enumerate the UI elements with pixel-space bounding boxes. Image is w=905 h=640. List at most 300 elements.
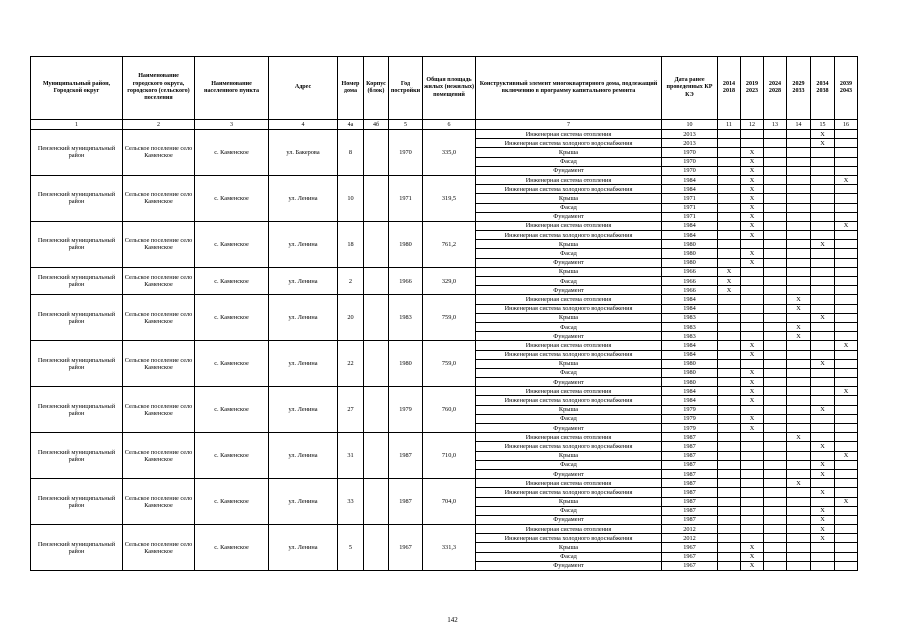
previous-repair-date-cell: 1987 (662, 451, 718, 460)
registry-sheet (30, 56, 858, 571)
period-cell (835, 433, 858, 442)
period-cell (764, 433, 787, 442)
period-cell (835, 442, 858, 451)
header-block: Корпус (блок) (364, 57, 389, 120)
period-cell (718, 350, 741, 359)
house-number-cell: 18 (338, 221, 364, 267)
period-cell (764, 267, 787, 276)
period-cell (811, 295, 835, 304)
period-cell (835, 231, 858, 240)
period-cell (787, 130, 811, 139)
period-cell (741, 359, 764, 368)
previous-repair-date-cell: 1970 (662, 148, 718, 157)
period-cell (741, 460, 764, 469)
period-cell (787, 341, 811, 350)
period-cell (764, 387, 787, 396)
element-cell: Инженерная система холодного водоснабжения (476, 396, 662, 405)
area-cell: 759,0 (423, 295, 476, 341)
header-year-built: Год постройки (389, 57, 423, 120)
repair-mark: X (741, 166, 764, 175)
period-cell (764, 534, 787, 543)
period-cell (835, 212, 858, 221)
period-cell (811, 194, 835, 203)
period-cell (811, 249, 835, 258)
column-number: 15 (811, 120, 835, 130)
repair-mark: X (787, 479, 811, 488)
locality-cell: с. Каменское (195, 525, 269, 571)
period-cell (835, 332, 858, 341)
repair-mark: X (718, 277, 741, 286)
period-cell (741, 488, 764, 497)
column-number-row (31, 120, 858, 130)
period-cell (741, 322, 764, 331)
repair-mark: X (811, 442, 835, 451)
period-cell (835, 378, 858, 387)
settlement-cell: Сельское поселение село Каменское (123, 221, 195, 267)
element-cell: Инженерная система отопления (476, 387, 662, 396)
header-period-2014: 2014 2018 (718, 57, 741, 120)
locality-cell: с. Каменское (195, 295, 269, 341)
repair-mark: X (718, 267, 741, 276)
element-cell: Фундамент (476, 332, 662, 341)
locality-cell: с. Каменское (195, 341, 269, 387)
period-cell (811, 166, 835, 175)
period-cell (764, 240, 787, 249)
period-cell (811, 350, 835, 359)
previous-repair-date-cell: 1984 (662, 341, 718, 350)
period-cell (741, 497, 764, 506)
period-cell (764, 148, 787, 157)
year-built-cell: 1967 (389, 525, 423, 571)
period-cell (764, 185, 787, 194)
district-cell: Пензенский муниципальный район (31, 175, 123, 221)
element-cell: Инженерная система холодного водоснабжения (476, 139, 662, 148)
element-cell: Фасад (476, 552, 662, 561)
previous-repair-date-cell: 1984 (662, 295, 718, 304)
period-cell (787, 396, 811, 405)
settlement-cell: Сельское поселение село Каменское (123, 433, 195, 479)
element-cell: Инженерная система холодного водоснабжения (476, 442, 662, 451)
settlement-cell: Сельское поселение село Каменское (123, 341, 195, 387)
period-cell (787, 414, 811, 423)
period-cell (718, 221, 741, 230)
block-cell (364, 341, 389, 387)
period-cell (835, 277, 858, 286)
period-cell (764, 543, 787, 552)
period-cell (835, 203, 858, 212)
period-cell (764, 304, 787, 313)
column-number: 16 (835, 120, 858, 130)
period-cell (741, 332, 764, 341)
district-cell: Пензенский муниципальный район (31, 479, 123, 525)
period-cell (764, 442, 787, 451)
previous-repair-date-cell: 2013 (662, 139, 718, 148)
element-cell: Инженерная система холодного водоснабжения (476, 304, 662, 313)
period-cell (764, 497, 787, 506)
period-cell (787, 203, 811, 212)
period-cell (787, 313, 811, 322)
settlement-cell: Сельское поселение село Каменское (123, 267, 195, 295)
period-cell (718, 322, 741, 331)
repair-mark: X (741, 221, 764, 230)
table-row (31, 433, 858, 442)
column-number: 4а (338, 120, 364, 130)
house-number-cell: 22 (338, 341, 364, 387)
repair-mark: X (811, 515, 835, 524)
column-number: 1 (31, 120, 123, 130)
period-cell (718, 396, 741, 405)
period-cell (835, 157, 858, 166)
period-cell (741, 277, 764, 286)
period-cell (718, 387, 741, 396)
previous-repair-date-cell: 1984 (662, 304, 718, 313)
period-cell (718, 249, 741, 258)
period-cell (811, 341, 835, 350)
area-cell: 319,5 (423, 175, 476, 221)
period-cell (718, 203, 741, 212)
column-number: 6 (423, 120, 476, 130)
header-house-number: Номер дома (338, 57, 364, 120)
repair-mark: X (811, 469, 835, 478)
repair-mark: X (811, 240, 835, 249)
previous-repair-date-cell: 1966 (662, 286, 718, 295)
period-cell (787, 506, 811, 515)
period-cell (835, 286, 858, 295)
repair-mark: X (787, 332, 811, 341)
period-cell (787, 277, 811, 286)
year-built-cell: 1983 (389, 295, 423, 341)
period-cell (835, 139, 858, 148)
previous-repair-date-cell: 2013 (662, 130, 718, 139)
previous-repair-date-cell: 1979 (662, 414, 718, 423)
period-cell (835, 534, 858, 543)
period-cell (835, 414, 858, 423)
period-cell (764, 194, 787, 203)
period-cell (787, 258, 811, 267)
period-cell (787, 139, 811, 148)
header-period-2019: 2019 2023 (741, 57, 764, 120)
repair-mark: X (741, 175, 764, 184)
period-cell (811, 221, 835, 230)
column-number: 7 (476, 120, 662, 130)
header-period-2039: 2039 2043 (835, 57, 858, 120)
table-row (31, 221, 858, 230)
period-cell (811, 148, 835, 157)
element-cell: Инженерная система холодного водоснабжения (476, 231, 662, 240)
period-cell (764, 414, 787, 423)
column-number: 4 (269, 120, 338, 130)
table-row (31, 341, 858, 350)
element-cell: Фундамент (476, 286, 662, 295)
year-built-cell: 1971 (389, 175, 423, 221)
period-cell (787, 378, 811, 387)
period-cell (811, 203, 835, 212)
repair-mark: X (811, 506, 835, 515)
element-cell: Инженерная система холодного водоснабжения (476, 488, 662, 497)
element-cell: Крыша (476, 543, 662, 552)
year-built-cell: 1970 (389, 130, 423, 176)
period-cell (764, 396, 787, 405)
previous-repair-date-cell: 1979 (662, 424, 718, 433)
previous-repair-date-cell: 1966 (662, 277, 718, 286)
column-number: 13 (764, 120, 787, 130)
period-cell (764, 350, 787, 359)
locality-cell: с. Каменское (195, 267, 269, 295)
period-cell (718, 194, 741, 203)
address-cell: ул. Бакерова (269, 130, 338, 176)
house-number-cell: 2 (338, 267, 364, 295)
period-cell (787, 240, 811, 249)
period-cell (718, 185, 741, 194)
period-cell (787, 488, 811, 497)
period-cell (718, 212, 741, 221)
period-cell (764, 469, 787, 478)
period-cell (787, 561, 811, 570)
period-cell (835, 359, 858, 368)
element-cell: Фундамент (476, 166, 662, 175)
district-cell: Пензенский муниципальный район (31, 433, 123, 479)
house-number-cell: 10 (338, 175, 364, 221)
element-cell: Инженерная система отопления (476, 175, 662, 184)
element-cell: Фундамент (476, 561, 662, 570)
period-cell (787, 368, 811, 377)
period-cell (787, 515, 811, 524)
period-cell (835, 479, 858, 488)
period-cell (741, 506, 764, 515)
element-cell: Фасад (476, 368, 662, 377)
column-number: 2 (123, 120, 195, 130)
column-number: 12 (741, 120, 764, 130)
previous-repair-date-cell: 1987 (662, 497, 718, 506)
period-cell (787, 350, 811, 359)
header-district: Муниципальный район, Городской округ (31, 57, 123, 120)
period-cell (741, 304, 764, 313)
repair-mark: X (741, 157, 764, 166)
period-cell (811, 157, 835, 166)
period-cell (741, 267, 764, 276)
period-cell (764, 258, 787, 267)
period-cell (835, 350, 858, 359)
repair-mark: X (787, 433, 811, 442)
header-address: Адрес (269, 57, 338, 120)
period-cell (764, 249, 787, 258)
address-cell: ул. Ленина (269, 267, 338, 295)
previous-repair-date-cell: 1971 (662, 194, 718, 203)
period-cell (835, 249, 858, 258)
settlement-cell: Сельское поселение село Каменское (123, 130, 195, 176)
element-cell: Инженерная система холодного водоснабжения (476, 185, 662, 194)
previous-repair-date-cell: 1979 (662, 405, 718, 414)
period-cell (835, 561, 858, 570)
period-cell (811, 543, 835, 552)
period-cell (741, 515, 764, 524)
period-cell (787, 231, 811, 240)
repair-mark: X (741, 368, 764, 377)
period-cell (811, 378, 835, 387)
element-cell: Инженерная система отопления (476, 130, 662, 139)
previous-repair-date-cell: 1980 (662, 368, 718, 377)
table-body (31, 130, 858, 571)
settlement-cell: Сельское поселение село Каменское (123, 479, 195, 525)
period-cell (835, 166, 858, 175)
period-cell (764, 424, 787, 433)
district-cell: Пензенский муниципальный район (31, 387, 123, 433)
repair-mark: X (741, 194, 764, 203)
period-cell (811, 396, 835, 405)
district-cell: Пензенский муниципальный район (31, 267, 123, 295)
previous-repair-date-cell: 1987 (662, 460, 718, 469)
repair-mark: X (811, 525, 835, 534)
element-cell: Фасад (476, 157, 662, 166)
repair-mark: X (741, 424, 764, 433)
element-cell: Крыша (476, 451, 662, 460)
repair-mark: X (811, 130, 835, 139)
locality-cell: с. Каменское (195, 221, 269, 267)
period-cell (811, 185, 835, 194)
period-cell (787, 534, 811, 543)
previous-repair-date-cell: 1987 (662, 442, 718, 451)
header-row (31, 57, 858, 120)
repair-mark: X (741, 341, 764, 350)
repair-mark: X (787, 304, 811, 313)
period-cell (787, 157, 811, 166)
settlement-cell: Сельское поселение село Каменское (123, 175, 195, 221)
period-cell (741, 479, 764, 488)
period-cell (835, 295, 858, 304)
header-period-2024: 2024 2028 (764, 57, 787, 120)
period-cell (835, 405, 858, 414)
header-period-2034: 2034 2038 (811, 57, 835, 120)
element-cell: Инженерная система отопления (476, 525, 662, 534)
previous-repair-date-cell: 1980 (662, 249, 718, 258)
period-cell (787, 249, 811, 258)
period-cell (835, 488, 858, 497)
period-cell (835, 460, 858, 469)
period-cell (718, 515, 741, 524)
element-cell: Фасад (476, 322, 662, 331)
period-cell (718, 534, 741, 543)
period-cell (835, 240, 858, 249)
header-settlement: Наименование городского округа, городского (сельского) поселения (123, 57, 195, 120)
house-number-cell: 8 (338, 130, 364, 176)
period-cell (835, 194, 858, 203)
element-cell: Инженерная система отопления (476, 295, 662, 304)
period-cell (741, 313, 764, 322)
period-cell (718, 479, 741, 488)
previous-repair-date-cell: 1984 (662, 350, 718, 359)
column-number: 3 (195, 120, 269, 130)
element-cell: Крыша (476, 405, 662, 414)
previous-repair-date-cell: 1984 (662, 387, 718, 396)
period-cell (741, 534, 764, 543)
period-cell (741, 451, 764, 460)
period-cell (718, 561, 741, 570)
period-cell (811, 451, 835, 460)
block-cell (364, 387, 389, 433)
period-cell (835, 267, 858, 276)
column-number: 5 (389, 120, 423, 130)
repair-mark: X (811, 460, 835, 469)
period-cell (811, 322, 835, 331)
period-cell (787, 543, 811, 552)
block-cell (364, 175, 389, 221)
period-cell (811, 175, 835, 184)
repair-mark: X (741, 350, 764, 359)
previous-repair-date-cell: 1966 (662, 267, 718, 276)
period-cell (811, 286, 835, 295)
element-cell: Фасад (476, 506, 662, 515)
period-cell (764, 405, 787, 414)
address-cell: ул. Ленина (269, 341, 338, 387)
period-cell (787, 194, 811, 203)
previous-repair-date-cell: 1980 (662, 240, 718, 249)
period-cell (718, 231, 741, 240)
previous-repair-date-cell: 1983 (662, 322, 718, 331)
period-cell (741, 525, 764, 534)
previous-repair-date-cell: 1967 (662, 543, 718, 552)
previous-repair-date-cell: 1984 (662, 396, 718, 405)
period-cell (764, 130, 787, 139)
period-cell (741, 295, 764, 304)
period-cell (741, 240, 764, 249)
period-cell (835, 130, 858, 139)
repair-mark: X (741, 561, 764, 570)
period-cell (811, 258, 835, 267)
repair-mark: X (835, 387, 858, 396)
period-cell (811, 552, 835, 561)
period-cell (741, 139, 764, 148)
year-built-cell: 1966 (389, 267, 423, 295)
header-element: Конструктивный элемент многоквартирного дома, подлежащий включению в программу капитального ремонта (476, 57, 662, 120)
period-cell (811, 368, 835, 377)
previous-repair-date-cell: 1971 (662, 212, 718, 221)
district-cell: Пензенский муниципальный район (31, 295, 123, 341)
locality-cell: с. Каменское (195, 387, 269, 433)
house-number-cell: 20 (338, 295, 364, 341)
period-cell (764, 221, 787, 230)
element-cell: Крыша (476, 148, 662, 157)
repair-mark: X (835, 451, 858, 460)
year-built-cell: 1980 (389, 221, 423, 267)
period-cell (764, 515, 787, 524)
period-cell (718, 359, 741, 368)
table-row (31, 295, 858, 304)
period-cell (764, 286, 787, 295)
block-cell (364, 295, 389, 341)
column-number: 11 (718, 120, 741, 130)
period-cell (741, 286, 764, 295)
block-cell (364, 221, 389, 267)
block-cell (364, 433, 389, 479)
element-cell: Крыша (476, 240, 662, 249)
locality-cell: с. Каменское (195, 433, 269, 479)
period-cell (811, 414, 835, 423)
address-cell: ул. Ленина (269, 295, 338, 341)
element-cell: Фасад (476, 277, 662, 286)
period-cell (811, 212, 835, 221)
period-cell (718, 313, 741, 322)
period-cell (787, 552, 811, 561)
repair-mark: X (741, 231, 764, 240)
period-cell (764, 139, 787, 148)
address-cell: ул. Ленина (269, 525, 338, 571)
period-cell (811, 433, 835, 442)
period-cell (718, 552, 741, 561)
period-cell (764, 166, 787, 175)
period-cell (718, 240, 741, 249)
period-cell (718, 451, 741, 460)
previous-repair-date-cell: 1971 (662, 203, 718, 212)
